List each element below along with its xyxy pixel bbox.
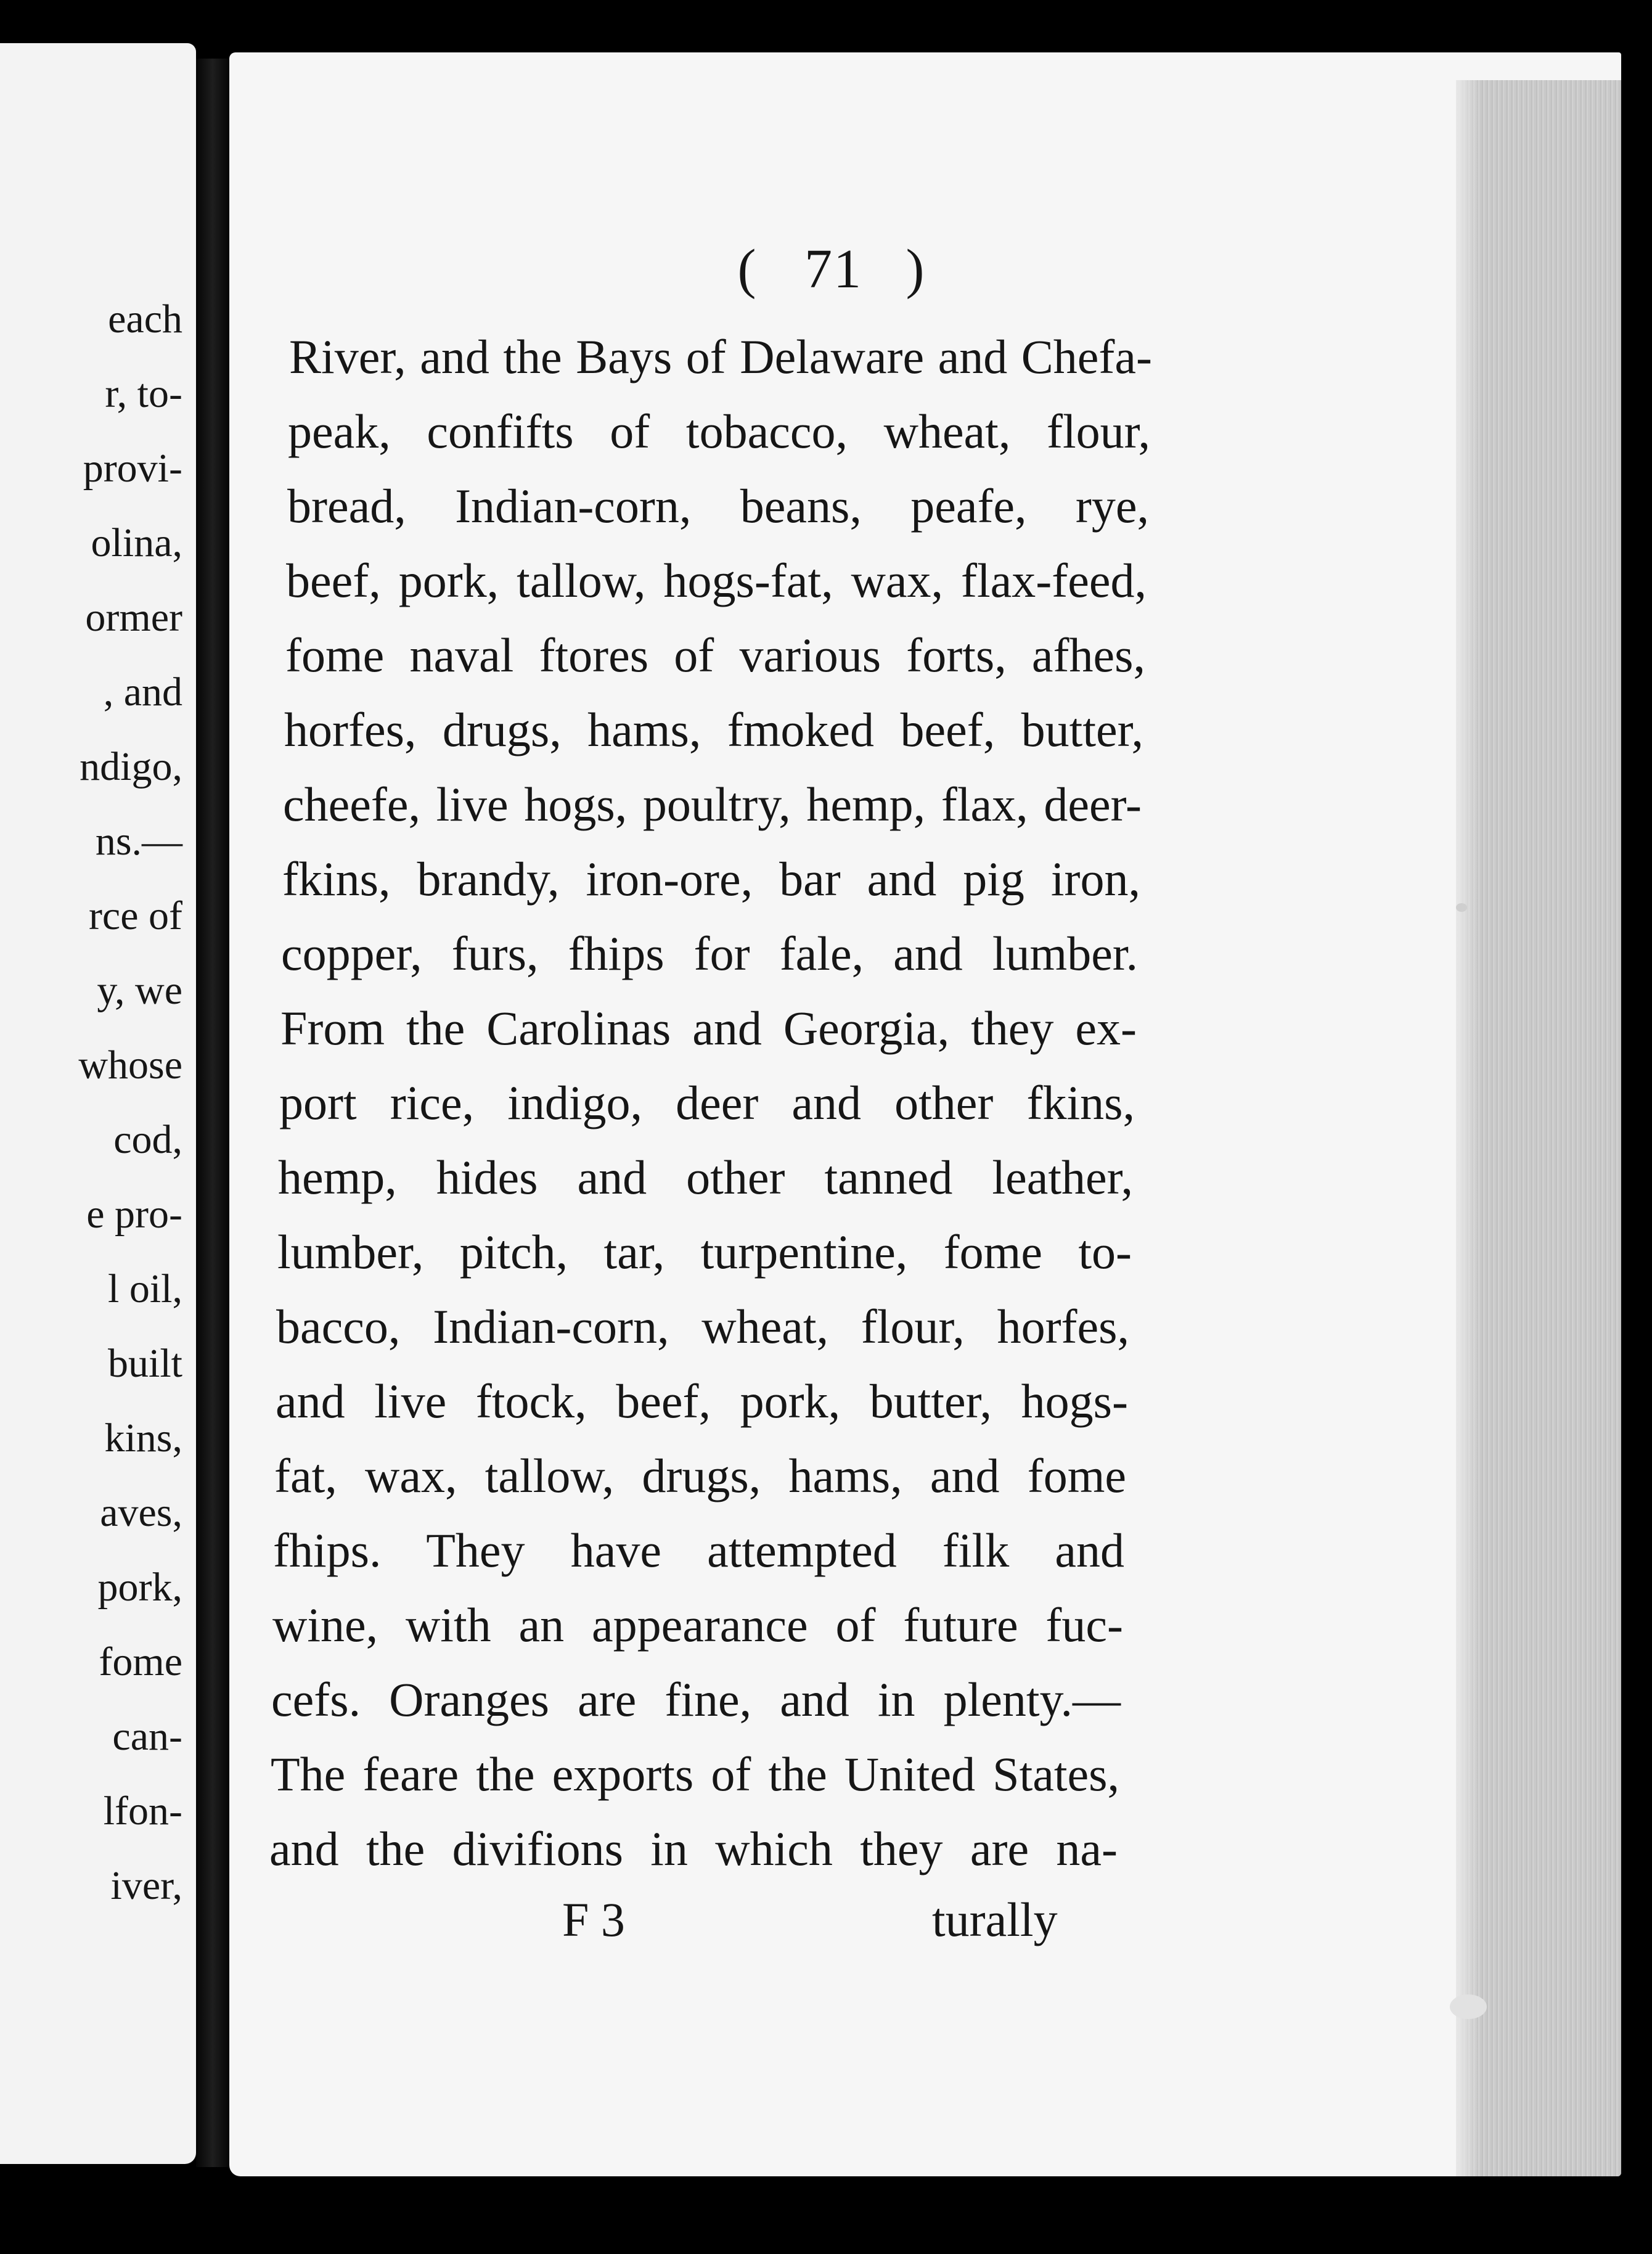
left-page-line: iver, <box>110 1863 182 1908</box>
left-page-line: ndigo, <box>80 744 182 789</box>
text-line: copper, furs, fhips for fale, and lumber. <box>281 927 1138 980</box>
text-line: port rice, indigo, deer and other fkins, <box>279 1076 1135 1129</box>
header-close-paren: ) <box>906 239 930 300</box>
text-line: bread, Indian-corn, beans, peafe, rye, <box>287 479 1149 533</box>
left-page-line: ormer <box>85 595 182 640</box>
text-line: bacco, Indian-corn, wheat, flour, horfes, <box>276 1300 1129 1353</box>
left-page-line: r, to- <box>105 371 182 416</box>
left-page-line: e pro- <box>86 1192 182 1237</box>
text-line: The feare the exports of the United States, <box>271 1747 1119 1801</box>
text-line: horfes, drugs, hams, fmoked beef, butter, <box>284 703 1143 756</box>
left-page-line: lfon- <box>103 1789 182 1834</box>
text-line: beef, pork, tallow, hogs-fat, wax, flax-feed, <box>286 554 1147 607</box>
page-edge-shadow <box>1456 80 1621 2176</box>
right-page <box>229 52 1621 2176</box>
left-page-line: cod, <box>113 1117 182 1162</box>
left-page-line: l oil, <box>107 1266 182 1311</box>
left-page-line: aves, <box>100 1490 182 1535</box>
header-open-paren: ( <box>737 239 761 300</box>
left-page-line: kins, <box>104 1416 182 1461</box>
paper-stain <box>1450 1994 1487 2019</box>
left-page-line: pork, <box>97 1565 182 1610</box>
left-page-line: whose <box>78 1043 182 1088</box>
catchword: turally <box>932 1893 1058 1946</box>
page-header <box>599 237 1068 301</box>
left-page-line: provi- <box>83 446 182 491</box>
left-page-line: built <box>107 1341 182 1386</box>
book-gutter <box>196 59 229 2167</box>
left-page-line: fome <box>99 1639 182 1684</box>
text-line: fkins, brandy, iron-ore, bar and pig iron, <box>282 852 1140 906</box>
left-facing-page <box>0 43 196 2164</box>
left-page-line: can- <box>112 1714 182 1759</box>
signature-mark: F 3 <box>562 1893 625 1946</box>
left-page-line: , and <box>103 670 182 715</box>
left-page-line: y, we <box>97 968 182 1013</box>
text-line: cheefe, live hogs, poultry, hemp, flax, deer- <box>283 777 1142 831</box>
left-page-line: olina, <box>91 520 182 565</box>
text-line: fhips. They have attempted filk and <box>273 1523 1124 1577</box>
text-line: and the divifions in which they are na- <box>269 1822 1118 1875</box>
text-line: and live ftock, beef, pork, butter, hogs- <box>276 1374 1128 1428</box>
left-page-line: rce of <box>88 893 182 938</box>
left-page-line: each <box>108 297 182 342</box>
text-line: River, and the Bays of Delaware and Chefa- <box>289 330 1152 383</box>
text-line: fat, wax, tallow, drugs, hams, and fome <box>274 1449 1126 1502</box>
text-line: From the Carolinas and Georgia, they ex- <box>280 1001 1137 1055</box>
text-line: peak, confifts of tobacco, wheat, flour, <box>288 404 1150 458</box>
text-line: wine, with an appearance of future fuc- <box>272 1598 1123 1652</box>
paper-speck <box>1456 903 1467 912</box>
text-line: hemp, hides and other tanned leather, <box>278 1150 1133 1204</box>
text-line: cefs. Oranges are fine, and in plenty.— <box>271 1673 1121 1726</box>
text-line: fome naval ftores of various forts, afhes, <box>285 628 1145 682</box>
page-number: 71 <box>804 239 862 300</box>
text-line: lumber, pitch, tar, turpentine, fome to- <box>277 1225 1132 1279</box>
left-page-line: ns.— <box>95 819 182 864</box>
